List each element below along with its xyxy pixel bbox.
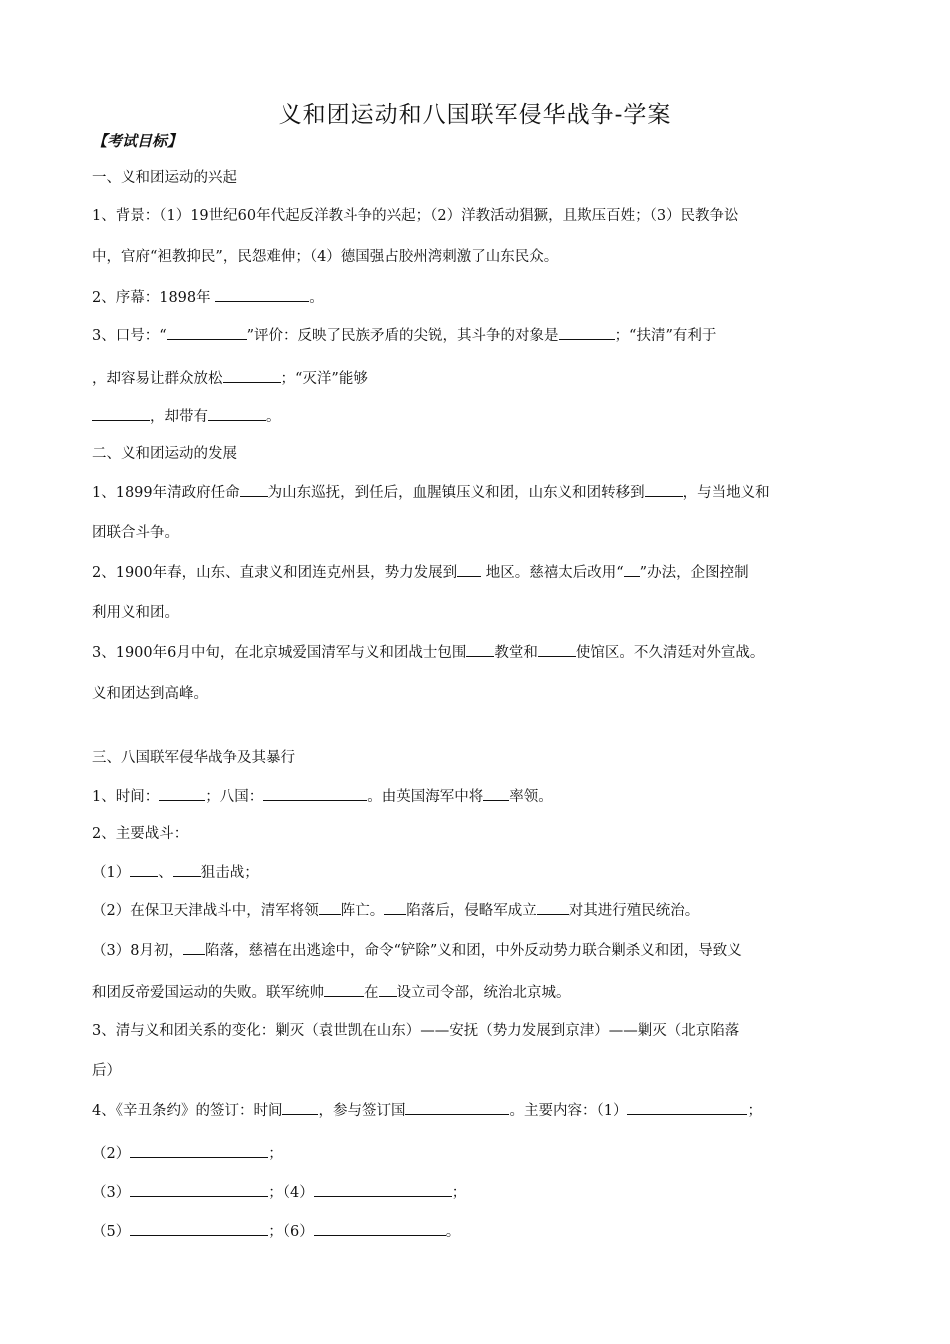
section-1-heading: 一、义和团运动的兴起 [92,170,237,186]
text: 地区。慈禧太后改用“ [481,565,624,581]
text: 和团反帝爱国运动的失败。联军统帅 [92,985,324,1001]
text: ； [747,1103,762,1119]
text: （2）在保卫天津战斗中，清军将领 [92,903,319,919]
text: 。 [266,409,281,425]
fill-blank[interactable] [319,900,341,915]
text: 陷落，慈禧在出逃途中，命令“铲除”义和团，中外反动势力联合剿杀义和团，导致义 [204,943,742,959]
text: （1） [92,865,131,881]
text: 1、1899年清政府任命 [92,485,240,501]
fill-blank[interactable] [537,900,569,915]
fill-blank[interactable] [282,1100,318,1115]
text: （3）8月初， [92,943,183,959]
fill-blank[interactable] [324,982,364,997]
fill-blank[interactable] [314,1182,452,1197]
section-3-heading: 三、八国联军侵华战争及其暴行 [92,750,295,766]
text: 陷落后，侵略军成立 [406,903,537,919]
text: （2） [92,1146,131,1162]
s2-line6: 义和团达到高峰。 [92,686,208,702]
fill-blank[interactable] [130,1143,268,1158]
fill-blank[interactable] [240,482,268,497]
fill-blank[interactable] [466,642,494,657]
text: 在 [364,985,379,1001]
fill-blank[interactable] [627,1100,747,1115]
text: 阵亡。 [340,903,385,919]
fill-blank[interactable] [538,642,576,657]
text: 对其进行殖民统治。 [568,903,700,919]
text: 。 [309,290,324,306]
s3-line1 [92,786,872,807]
fill-blank[interactable] [457,562,481,577]
s3-line5 [92,940,872,961]
text: ”办法，企图控制 [639,565,749,581]
text: ，却容易让群众放松 [92,371,223,387]
text: 1、时间： [92,789,160,805]
text: ；“灭洋”能够 [280,371,368,387]
objective-heading: 【考试目标】 [92,132,183,150]
text: ； [451,1185,467,1201]
text: 教堂和 [494,645,538,661]
fill-blank[interactable] [624,562,640,577]
text: 。主要内容：（1） [509,1103,628,1119]
s3-line9 [92,1100,872,1121]
text: 2、1900年春，山东、直隶义和团连克州县，势力发展到 [92,565,458,581]
text: 。由英国海军中将 [367,789,484,805]
fill-blank[interactable] [215,287,309,302]
s2-line3 [92,562,872,583]
fill-blank[interactable] [223,368,281,383]
text: ；（6） [268,1224,314,1240]
text: 。 [445,1224,461,1240]
s1-background-line2: 中，官府“袒教抑民”，民怨难伸；（4）德国强占胶州湾刺激了山东民众。 [92,249,559,265]
text: ；“扶清”有利于 [614,328,717,344]
s1-background-line1: 1、背景：（1）19世纪60年代起反洋教斗争的兴起；（2）洋教活动猖獗，且欺压百姓；（3）民教争讼 [92,208,739,224]
s2-line4: 利用义和团。 [92,605,179,621]
text: ；（4） [268,1185,314,1201]
fill-blank[interactable] [208,406,266,421]
text: ，参与签订国 [318,1103,406,1119]
text: 、 [158,865,173,881]
fill-blank[interactable] [379,982,397,997]
fill-blank[interactable] [405,1100,509,1115]
page-title: 义和团运动和八国联军侵华战争-学案 [278,102,672,128]
text: 4、《辛丑条约》的签订：时间 [92,1103,283,1119]
text: 设立司令部，统治北京城。 [396,985,571,1001]
section-2-heading: 二、义和团运动的发展 [92,446,237,462]
s3-line10 [92,1143,872,1164]
fill-blank[interactable] [167,325,247,340]
s3-line2: 2、主要战斗： [92,826,189,842]
s2-line2: 团联合斗争。 [92,525,179,541]
fill-blank[interactable] [559,325,615,340]
text: 率领。 [509,789,553,805]
text: 3、1900年6月中旬，在北京城爱国清军与义和团战士包围 [92,645,467,661]
fill-blank[interactable] [173,862,201,877]
fill-blank[interactable] [130,862,158,877]
s1-slogan-line [92,325,872,346]
s3-line3 [92,862,872,883]
fill-blank[interactable] [92,406,150,421]
fill-blank[interactable] [263,786,367,801]
fill-blank[interactable] [314,1221,446,1236]
s3-line7: 3、清与义和团关系的变化：剿灭（袁世凯在山东）——安抚（势力发展到京津）——剿灭（北京陷落 [92,1023,740,1039]
s3-line6 [92,982,872,1003]
text: 为山东巡抚，到任后，血腥镇压义和团，山东义和团转移到 [267,485,645,501]
text: 狙击战； [200,865,259,881]
text: （5） [92,1224,131,1240]
text: ； [268,1146,283,1162]
text: 2、序幕：1898年 [92,290,216,306]
s1-slogan-line2 [92,368,872,389]
text: 使馆区。不久清廷对外宣战。 [575,645,765,661]
fill-blank[interactable] [483,786,509,801]
fill-blank[interactable] [130,1182,268,1197]
fill-blank[interactable] [384,900,406,915]
fill-blank[interactable] [645,482,683,497]
text: 3、口号：“ [92,328,167,344]
text: ，与当地义和 [682,485,770,501]
s2-line5 [92,642,872,663]
text: ”评价：反映了民族矛盾的尖锐，其斗争的对象是 [246,328,559,344]
fill-blank[interactable] [130,1221,268,1236]
fill-blank[interactable] [183,940,205,955]
s2-line1 [92,482,872,503]
fill-blank[interactable] [159,786,205,801]
s1-prelude-line [92,287,872,308]
s3-line11 [92,1182,872,1203]
s3-line12 [92,1221,872,1242]
s3-line8: 后） [92,1063,121,1079]
s3-line4 [92,900,872,921]
text: ，却带有 [150,409,208,425]
s1-slogan-line3 [92,406,872,427]
text: ；八国： [205,789,264,805]
text: （3） [92,1185,131,1201]
